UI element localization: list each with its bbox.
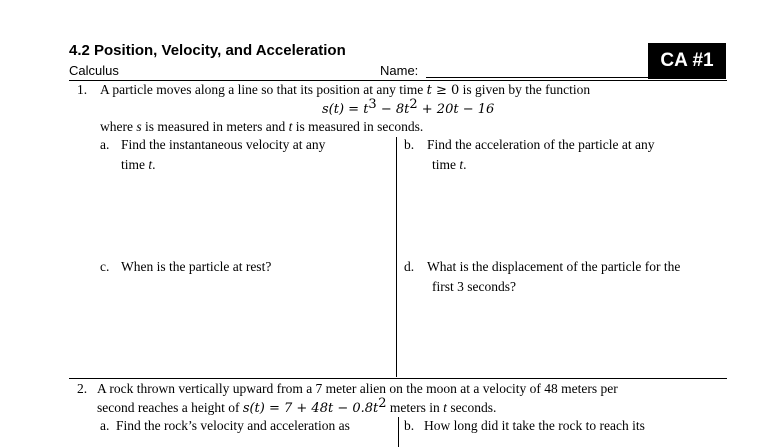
problem2-text-line2: second reaches a height of $s(t) = 7 + 48t - 0.8t^2$ meters in t seconds. (97, 396, 497, 416)
problem2-text: A rock thrown vertically upward from a 7 meter alien on the moon at a velocity of 48 meters per (97, 381, 618, 396)
problem1-units: where s is measured in meters and t is measured in seconds. (100, 119, 424, 134)
problem1-part-b-text2: time t. (432, 157, 467, 172)
name-label: Name: (380, 63, 419, 78)
problem2-part-b-label: b. (404, 418, 415, 433)
problem1-part-c-text: When is the particle at rest? (121, 259, 272, 274)
problem1-intro: A particle moves along a line so that its position at any time t ≥ 0 is given by the function (100, 82, 591, 98)
problem2-part-a-label: a. (100, 418, 110, 433)
problem1-function: $s(t) = t^3 - 8t^2 + 20t - 16$ (322, 97, 495, 117)
problem1-column-divider (396, 137, 397, 377)
problem-divider (69, 378, 727, 379)
problem2-column-divider (398, 417, 399, 447)
problem1-part-d-label: d. (404, 259, 415, 274)
problem1-part-d-text: What is the displacement of the particle for the (427, 259, 681, 274)
problem2-part-a-text: Find the rock’s velocity and acceleration as (116, 418, 350, 433)
page-title: 4.2 Position, Velocity, and Acceleration (69, 42, 346, 59)
assignment-badge: CA #1 (648, 43, 726, 79)
problem1-part-c-label: c. (100, 259, 110, 274)
problem2-number: 2. (77, 381, 88, 396)
problem2-part-b-text: How long did it take the rock to reach its (424, 418, 645, 433)
problem1-part-b-text: Find the acceleration of the particle at any (427, 137, 655, 152)
header-divider (69, 80, 727, 81)
problem1-part-a-text2: time t. (121, 157, 156, 172)
problem1-part-d-text2: first 3 seconds? (432, 279, 516, 294)
name-field-line (426, 77, 648, 78)
subject-label: Calculus (69, 63, 119, 78)
problem1-part-b-label: b. (404, 137, 415, 152)
problem1-part-a-text: Find the instantaneous velocity at any (121, 137, 326, 152)
problem1-number: 1. (77, 82, 88, 97)
problem1-part-a-label: a. (100, 137, 110, 152)
